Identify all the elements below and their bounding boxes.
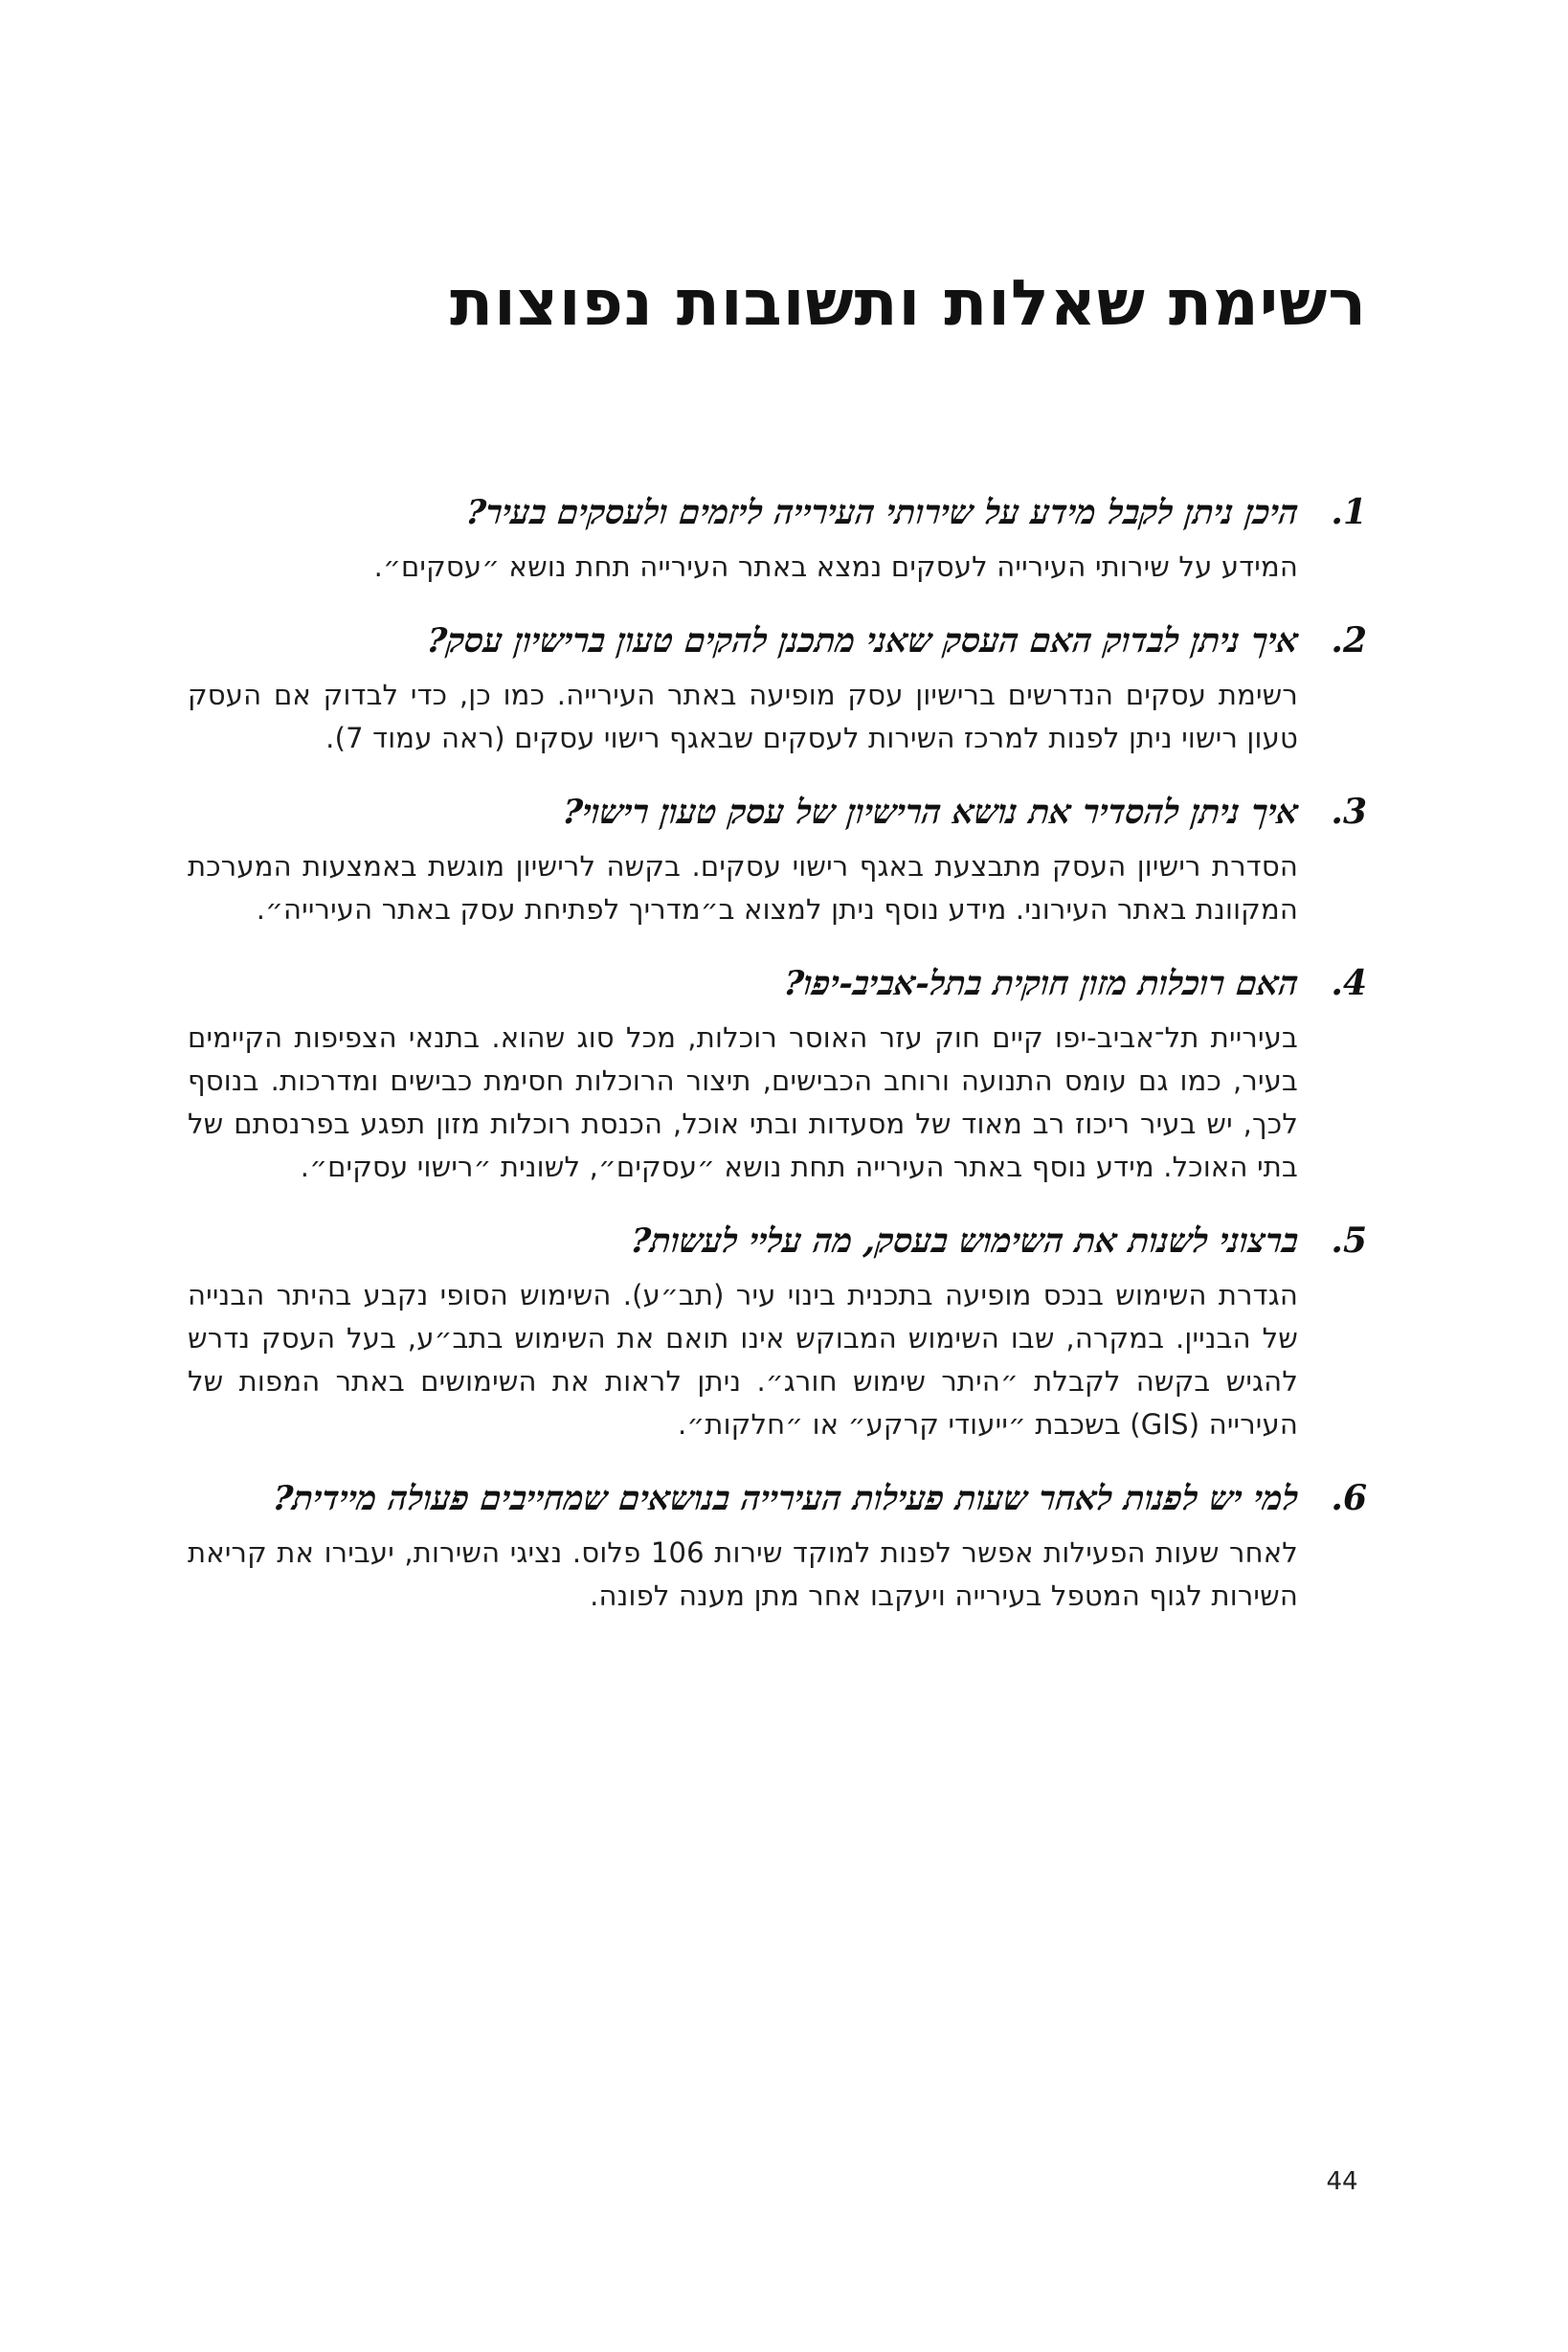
- question-text: איך ניתן לבדוק האם העסק שאני מתכנן להקים טעון ברישיון עסק?: [424, 621, 1301, 661]
- question-text: האם רוכלות מזון חוקית בתל-אביב-יפו?: [781, 964, 1301, 1003]
- answer-text: הגדרת השימוש בנכס מופיעה בתכנית בינוי עיר (תב״ע). השימוש הסופי נקבע בהיתר הבנייה של הבניין. במקרה, שבו השימוש המבוקש אינו תואם את השימוש בתב״ע, בעל העסק נדרש להגיש בקשה לקבלת ״היתר שימוש חורג״. ניתן לראות את השימושים באתר המפות של העירייה (GIS) בשכבת ״ייעודי קרקע״ או ״חלקות״.: [188, 1279, 1298, 1441]
- faq-item: [188, 1469, 1367, 1618]
- answer-text: לאחר שעות הפעילות אפשר לפנות למוקד שירות 106 פלוס. נציגי השירות, יעבירו את קריאת השירות לגוף המטפל בעירייה ויעקבו אחר מתן מענה לפונה.: [188, 1536, 1298, 1612]
- question-number: 3.: [1331, 792, 1367, 832]
- question-text: למי יש לפנות לאחר שעות פעילות העירייה בנושאים שמחייבים פעולה מיידית?: [271, 1479, 1301, 1518]
- answer-text: רשימת עסקים הנדרשים ברישיון עסק מופיעה באתר העירייה. כמו כן, כדי לבדוק אם העסק טעון רישוי ניתן לפנות למרכז השירות לעסקים שבאגף רישוי עסקים (ראה עמוד 7).: [188, 679, 1298, 754]
- answer-text: בעיריית תל־אביב-יפו קיים חוק עזר האוסר רוכלות, מכל סוג שהוא. בתנאי הצפיפות הקיימים בעיר, כמו גם עומס התנועה ורוחב הכבישים, תיצור הרוכלות חסימת כבישים ומדרכות. בנוסף לכך, יש בעיר ריכוז רב מאוד של מסעדות ובתי אוכל, הכנסת רוכלות מזון תפגע בפרנסתם של בתי האוכל. מידע נוסף באתר העירייה תחת נושא ״עסקים״, לשונית ״רישוי עסקים״.: [188, 1021, 1298, 1183]
- faq-question-row: [188, 483, 1367, 542]
- question-number: 4.: [1331, 963, 1367, 1003]
- faq-item: [188, 954, 1367, 1189]
- page-number: 44: [1326, 2167, 1358, 2196]
- question-number: 2.: [1331, 620, 1367, 661]
- faq-question-row: [188, 1469, 1367, 1528]
- faq-item: [188, 1212, 1367, 1446]
- question-text: איך ניתן להסדיר את נושא הרישיון של עסק טעון רישוי?: [560, 793, 1301, 832]
- faq-item: [188, 612, 1367, 760]
- faq-question-row: [188, 783, 1367, 841]
- question-text: היכן ניתן לקבל מידע על שירותי העירייה ליזמים ולעסקים בעיר?: [463, 493, 1301, 532]
- faq-question-row: [188, 954, 1367, 1013]
- faq-item: [188, 483, 1367, 589]
- faq-question-row: [188, 1212, 1367, 1270]
- faq-item: [188, 783, 1367, 931]
- answer-text: המידע על שירותי העירייה לעסקים נמצא באתר העירייה תחת נושא ״עסקים״.: [373, 550, 1298, 583]
- question-text: ברצוני לשנות את השימוש בעסק, מה עליי לעשות?: [628, 1221, 1301, 1261]
- answer-text: הסדרת רישיון העסק מתבצעת באגף רישוי עסקים. בקשה לרישיון מוגשת באמצעות המערכת המקוונת באתר העירוני. מידע נוסף ניתן למצוא ב״מדריך לפתיחת עסק באתר העירייה״.: [188, 850, 1298, 926]
- faq-question-row: [188, 612, 1367, 670]
- question-number: 5.: [1331, 1221, 1367, 1261]
- question-number: 1.: [1331, 492, 1367, 532]
- page-title: רשימת שאלות ותשובות נפוצות: [450, 266, 1367, 340]
- question-number: 6.: [1331, 1478, 1367, 1518]
- faq-list: [188, 483, 1367, 1641]
